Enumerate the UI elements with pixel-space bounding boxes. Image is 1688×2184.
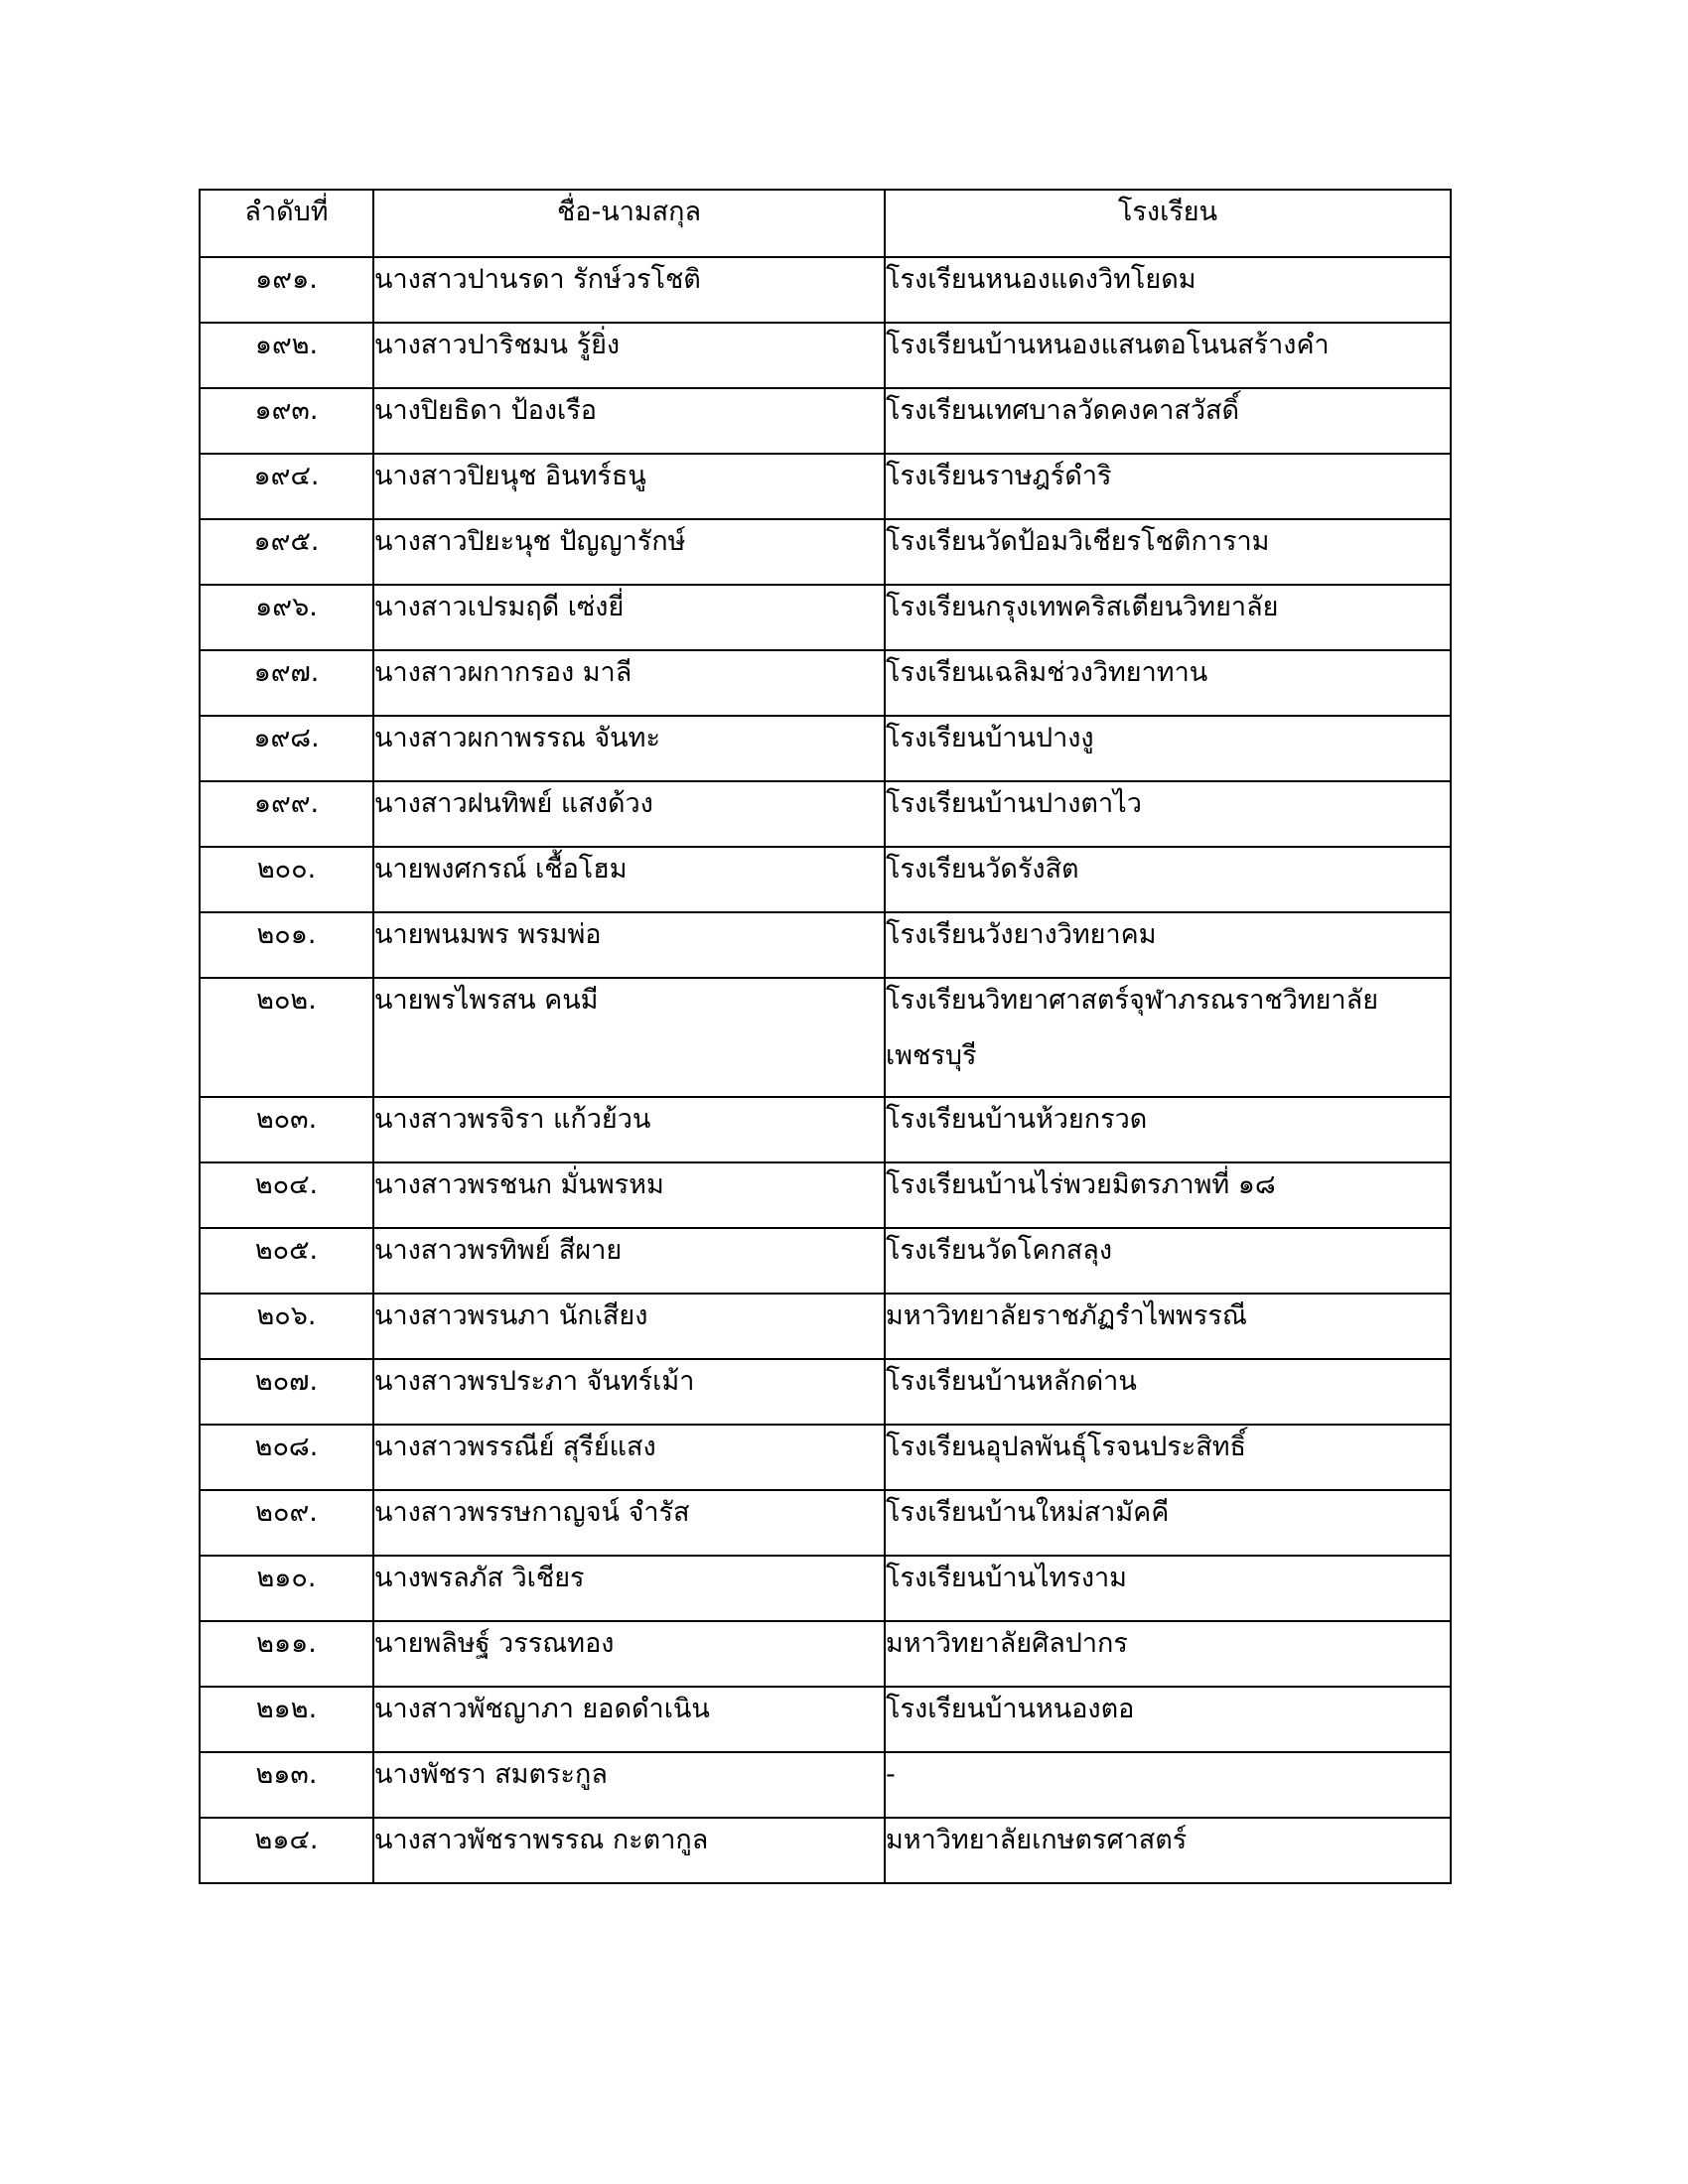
school-name-line-1: โรงเรียนบ้านหลักด่าน (886, 1366, 1137, 1397)
table-row (200, 1162, 1451, 1228)
school-cell (885, 1359, 1451, 1425)
row-number-cell: ๒๐๗. (200, 1359, 373, 1425)
school-name-line-1: โรงเรียนบ้านปางงู (886, 723, 1094, 753)
row-number-cell: ๑๙๒. (200, 323, 373, 388)
row-number-cell: ๑๙๙. (200, 781, 373, 847)
table-row (200, 1556, 1451, 1621)
person-name-cell: นางสาวพัชราพรรณ กะตากูล (373, 1818, 885, 1883)
school-cell (885, 650, 1451, 716)
table-row (200, 519, 1451, 585)
table-row (200, 781, 1451, 847)
school-cell (885, 912, 1451, 978)
row-number-cell: ๒๐๙. (200, 1490, 373, 1556)
row-number-cell: ๒๑๔. (200, 1818, 373, 1883)
row-number-cell: ๒๐๐. (200, 847, 373, 912)
column-header-no-label: ลำดับที่ (244, 197, 329, 227)
person-name-cell: นางสาวปิยะนุช ปัญญารักษ์ (373, 519, 885, 585)
person-name-cell: นางสาวพรรณีย์ สุรีย์แสง (373, 1425, 885, 1490)
person-name-cell: นางสาวพรจิรา แก้วย้วน (373, 1097, 885, 1162)
table-row (200, 323, 1451, 388)
school-cell (885, 257, 1451, 323)
table-body (200, 257, 1451, 1883)
school-cell (885, 1228, 1451, 1294)
school-cell (885, 1621, 1451, 1687)
school-cell (885, 1752, 1451, 1818)
column-header-no (200, 190, 373, 257)
person-name-cell: นายพลิษฐ์ วรรณทอง (373, 1621, 885, 1687)
school-name-line-1: โรงเรียนวัดรังสิต (886, 854, 1079, 885)
row-number-cell: ๒๐๔. (200, 1162, 373, 1228)
school-name-line-1: มหาวิทยาลัยเกษตรศาสตร์ (886, 1825, 1188, 1855)
school-name-line-1: โรงเรียนบ้านหนองตอ (886, 1694, 1135, 1724)
school-name-line-1: โรงเรียนเฉลิมช่วงวิทยาทาน (886, 657, 1208, 688)
person-name-cell: นางพัชรา สมตระกูล (373, 1752, 885, 1818)
school-cell (885, 1818, 1451, 1883)
school-name-line-1: - (886, 1759, 896, 1790)
person-name-cell: นางสาวพรทิพย์ สีผาย (373, 1228, 885, 1294)
person-name-cell: นางสาวพรรษกาญจน์ จำรัส (373, 1490, 885, 1556)
row-number-cell: ๑๙๕. (200, 519, 373, 585)
table-row (200, 1490, 1451, 1556)
person-name-cell: นายพงศกรณ์ เชื้อโฮม (373, 847, 885, 912)
person-name-cell: นางสาวฝนทิพย์ แสงด้วง (373, 781, 885, 847)
person-name-cell: นางสาวปานรดา รักษ์วรโชติ (373, 257, 885, 323)
row-number-cell: ๒๑๑. (200, 1621, 373, 1687)
school-name-line-1: โรงเรียนบ้านไร่พวยมิตรภาพที่ ๑๘ (886, 1169, 1276, 1200)
school-name-line-1: โรงเรียนบ้านไทรงาม (886, 1563, 1127, 1593)
person-name-cell: นางพรลภัส วิเชียร (373, 1556, 885, 1621)
school-name-line-1: โรงเรียนวัดโคกสลุง (886, 1235, 1113, 1266)
school-name-line-1: โรงเรียนเทศบาลวัดคงคาสวัสดิ์ (886, 395, 1240, 426)
table-row (200, 585, 1451, 650)
table-row (200, 1359, 1451, 1425)
person-name-cell: นางสาวพรชนก มั่นพรหม (373, 1162, 885, 1228)
row-number-cell: ๒๑๐. (200, 1556, 373, 1621)
school-name-line-1: มหาวิทยาลัยศิลปากร (886, 1628, 1128, 1659)
person-name-cell: นางสาวผกาพรรณ จันทะ (373, 716, 885, 781)
row-number-cell: ๒๐๖. (200, 1294, 373, 1359)
table-row (200, 1818, 1451, 1883)
table-row (200, 1752, 1451, 1818)
table-row (200, 978, 1451, 1097)
table-row (200, 1425, 1451, 1490)
column-header-name (373, 190, 885, 257)
school-cell (885, 1294, 1451, 1359)
name-list-table (199, 189, 1452, 1884)
table-row (200, 454, 1451, 519)
row-number-cell: ๑๙๖. (200, 585, 373, 650)
row-number-cell: ๒๑๓. (200, 1752, 373, 1818)
row-number-cell: ๒๐๘. (200, 1425, 373, 1490)
school-cell (885, 323, 1451, 388)
row-number-cell: ๒๐๕. (200, 1228, 373, 1294)
row-number-cell: ๑๙๓. (200, 388, 373, 454)
row-number-cell: ๒๐๑. (200, 912, 373, 978)
school-cell (885, 781, 1451, 847)
column-header-school (885, 190, 1451, 257)
table-row (200, 388, 1451, 454)
school-cell (885, 1556, 1451, 1621)
person-name-cell: นางสาวเปรมฤดี เซ่งยี่ (373, 585, 885, 650)
row-number-cell: ๑๙๘. (200, 716, 373, 781)
school-name-line-1: โรงเรียนบ้านหนองแสนตอโนนสร้างคำ (886, 330, 1330, 360)
school-cell (885, 519, 1451, 585)
school-name-line-1: โรงเรียนอุปลพันธุ์โรจนประสิทธิ์ (886, 1432, 1247, 1462)
school-name-line-1: โรงเรียนวิทยาศาสตร์จุฬาภรณราชวิทยาลัย (886, 985, 1379, 1016)
table-row (200, 847, 1451, 912)
table-row (200, 1294, 1451, 1359)
person-name-cell: นางสาวพรนภา นักเสียง (373, 1294, 885, 1359)
column-header-school-label: โรงเรียน (1117, 197, 1218, 227)
name-list-table-container (199, 189, 1450, 1884)
person-name-cell: นายพนมพร พรมพ่อ (373, 912, 885, 978)
person-name-cell: นางสาวพัชญาภา ยอดดำเนิน (373, 1687, 885, 1752)
school-name-line-1: โรงเรียนบ้านปางตาไว (886, 788, 1142, 819)
school-cell (885, 1490, 1451, 1556)
row-number-cell: ๒๐๓. (200, 1097, 373, 1162)
row-number-cell: ๑๙๔. (200, 454, 373, 519)
table-row (200, 716, 1451, 781)
school-name-line-1: โรงเรียนวัดป้อมวิเชียรโชติการาม (886, 526, 1270, 557)
person-name-cell: นางปิยธิดา ป้องเรือ (373, 388, 885, 454)
table-row (200, 1097, 1451, 1162)
table-row (200, 650, 1451, 716)
table-row (200, 1621, 1451, 1687)
column-header-name-label: ชื่อ-นามสกุล (556, 197, 702, 227)
person-name-cell: นายพรไพรสน คนมี (373, 978, 885, 1097)
table-header-row (200, 190, 1451, 257)
school-name-line-2: เพชรบุรี (886, 1039, 977, 1071)
row-number-cell: ๒๑๒. (200, 1687, 373, 1752)
school-cell (885, 1425, 1451, 1490)
school-name-line-1: โรงเรียนราษฎร์ดำริ (886, 461, 1112, 491)
person-name-cell: นางสาวพรประภา จันทร์เม้า (373, 1359, 885, 1425)
table-row (200, 257, 1451, 323)
row-number-cell: ๑๙๗. (200, 650, 373, 716)
table-row (200, 1687, 1451, 1752)
school-cell (885, 388, 1451, 454)
row-number-cell: ๒๐๒. (200, 978, 373, 1097)
school-cell (885, 847, 1451, 912)
school-cell (885, 1687, 1451, 1752)
school-name-line-1: โรงเรียนบ้านห้วยกรวด (886, 1104, 1148, 1135)
school-cell (885, 978, 1451, 1097)
school-cell (885, 716, 1451, 781)
school-cell (885, 585, 1451, 650)
school-name-line-1: โรงเรียนวังยางวิทยาคม (886, 919, 1157, 950)
table-header (200, 190, 1451, 257)
school-name-line-1: มหาวิทยาลัยราชภัฏรำไพพรรณี (886, 1300, 1247, 1331)
table-row (200, 1228, 1451, 1294)
person-name-cell: นางสาวผกากรอง มาลี (373, 650, 885, 716)
row-number-cell: ๑๙๑. (200, 257, 373, 323)
school-cell (885, 1162, 1451, 1228)
school-name-line-1: โรงเรียนกรุงเทพคริสเตียนวิทยาลัย (886, 592, 1279, 622)
table-row (200, 912, 1451, 978)
person-name-cell: นางสาวปาริชมน รู้ยิ่ง (373, 323, 885, 388)
person-name-cell: นางสาวปิยนุช อินทร์ธนู (373, 454, 885, 519)
school-cell (885, 1097, 1451, 1162)
school-name-line-1: โรงเรียนหนองแดงวิทโยดม (886, 264, 1196, 295)
school-cell (885, 454, 1451, 519)
school-name-line-1: โรงเรียนบ้านใหม่สามัคคี (886, 1497, 1170, 1528)
